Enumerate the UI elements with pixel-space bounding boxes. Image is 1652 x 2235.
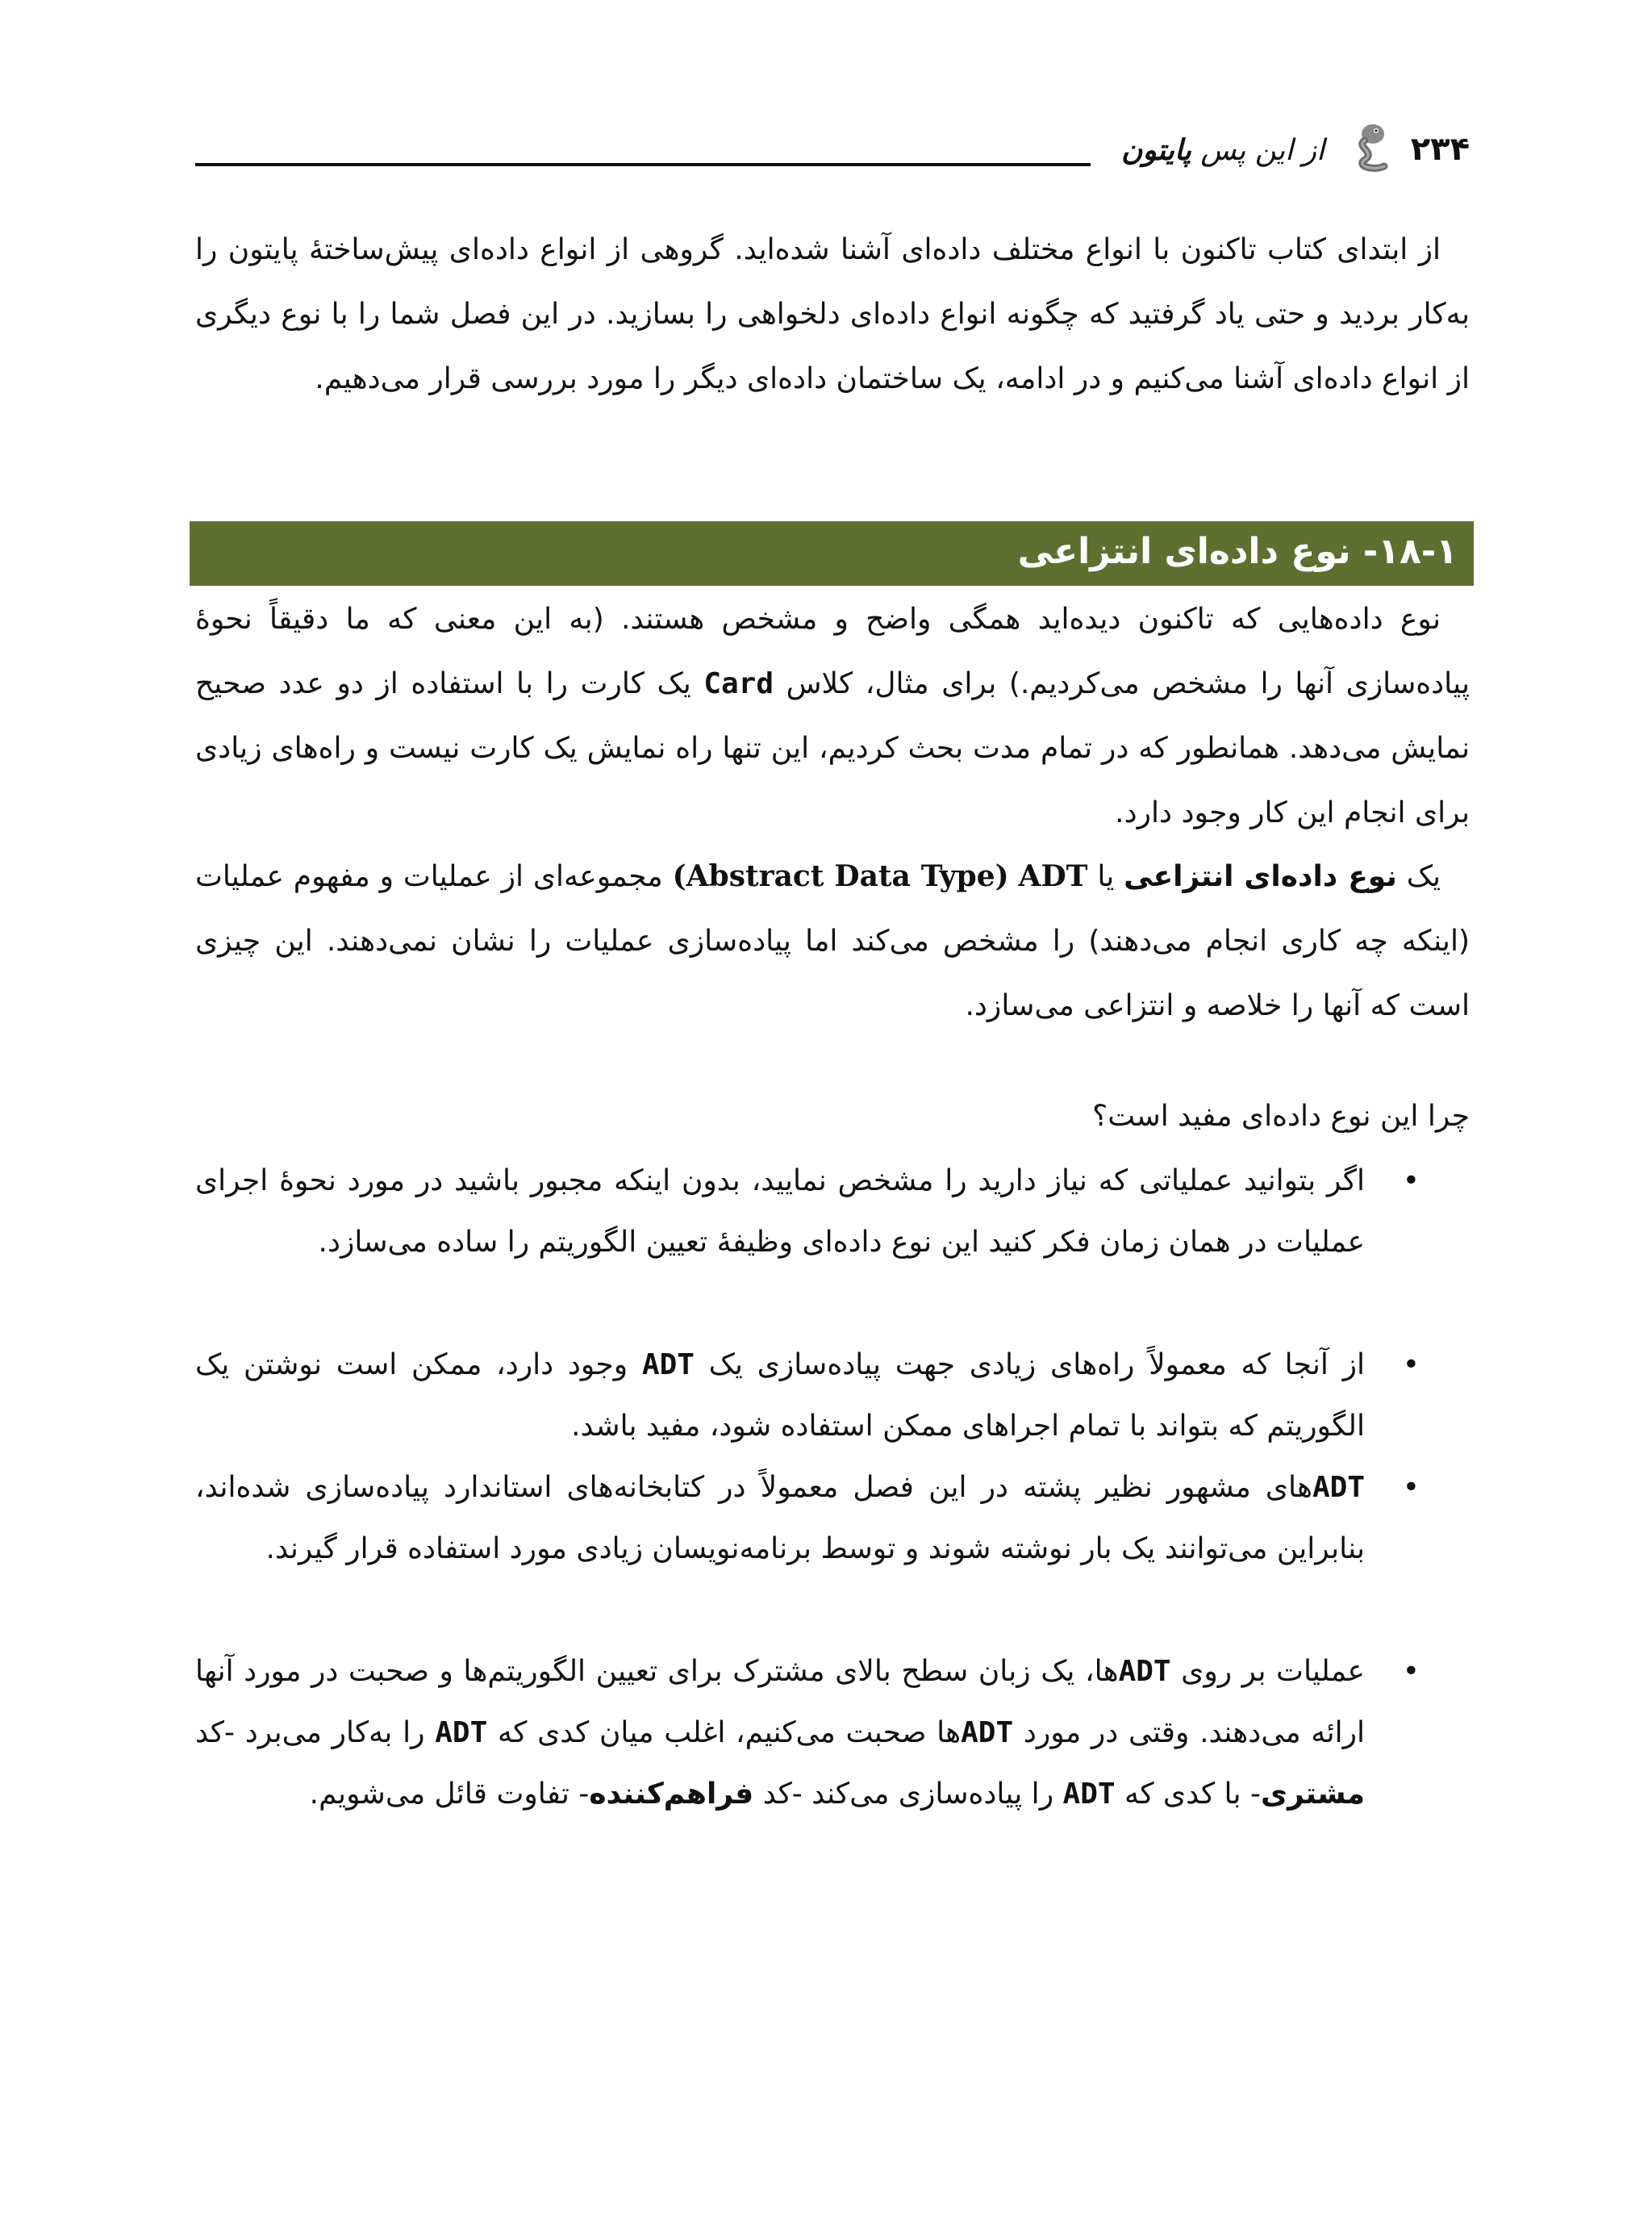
para3-text-a: یک: [1406, 860, 1441, 893]
page-header: [195, 119, 1470, 184]
code-adt: ADT: [1062, 1778, 1116, 1811]
bullet-text: اگر بتوانید عملیاتی که نیاز دارید را مشخص نمایید، بدون اینکه مجبور باشید در مورد نحوهٔ اجرای عملیات در همان زمان فکر کنید این نوع داده‌ای وظیفهٔ تعیین الگوریتم را ساده می‌سازد.: [195, 1164, 1365, 1259]
bullet-text: ها، یک زبان سطح بالای مشترک برای تعیین الگوریتم‌ها و صحبت در مورد آنها ارائه می‌دهند. وقتی در مورد: [195, 1655, 1366, 1749]
para2-text-b: یک کارت را با استفاده از دو عدد صحیح نمایش می‌دهد. همانطور که در تمام مدت بحث کردیم، این تنها راه نمایش یک کارت نیست و راه‌های زیادی برای انجام این کار وجود دارد.: [195, 667, 1470, 829]
section-title: ۱۸-۱- نوع داده‌ای انتزاعی: [1017, 531, 1458, 572]
code-adt: ADT: [641, 1348, 695, 1381]
bullet-text: وجود دارد، ممکن است نوشتن یک الگوریتم که بتواند با تمام اجراهای ممکن استفاده شود، مفید باشد.: [195, 1348, 1365, 1443]
book-title-light: از این پس: [1200, 134, 1325, 167]
list-item: [195, 1151, 1420, 1335]
code-adt: ADT: [435, 1716, 488, 1749]
bullet-text: عملیات بر روی: [1181, 1655, 1365, 1688]
bullet-text: را پیاده‌سازی می‌کند -کد: [762, 1778, 1054, 1811]
term-client: مشتری: [1260, 1778, 1365, 1811]
bullet-dot: •: [1402, 1348, 1420, 1381]
adt-english-term: (Abstract Data Type): [672, 859, 1009, 893]
question-line: چرا این نوع داده‌ای مفید است؟: [1092, 1100, 1470, 1133]
intro-paragraph: [195, 218, 1470, 411]
para2-text-a: نوع داده‌هایی که تاکنون دیده‌اید همگی واضح و مشخص هستند. (به این معنی که ما دقیقاً نحوهٔ پیاده‌سازی آنها را مشخص می‌کردیم.) برای مثال، کلاس: [195, 603, 1471, 700]
bullet-text: را به‌کار می‌برد -کد: [195, 1716, 425, 1749]
code-card: Card: [703, 667, 774, 700]
term-provider: فراهم‌کننده: [589, 1778, 754, 1811]
bullet-dot: •: [1402, 1164, 1420, 1197]
bullet-text: ها صحبت می‌کنیم، اغلب میان کدی که: [497, 1716, 962, 1749]
book-title-bold: پایتون: [1121, 134, 1191, 167]
list-item: [195, 1457, 1420, 1641]
section-heading-bar: [190, 521, 1474, 586]
bullet-text: های مشهور نظیر پشته در این فصل معمولاً در کتابخانه‌های استاندارد پیاده‌سازی شده‌اند، بنابراین می‌توانند یک بار نوشته شوند و توسط برنامه‌نویسان زیادی مورد استفاده قرار گیرند.: [195, 1471, 1365, 1565]
list-item: [195, 1641, 1420, 1886]
paragraph-adt-definition: [195, 844, 1470, 1038]
para3-text-c: مجموعه‌ای از عملیات و مفهوم عملیات (اینکه چه کاری انجام می‌دهند) را مشخص می‌کند اما پیاده‌سازی عملیات را نشان نمی‌دهند. این چیزی است که آنها را خلاصه و انتزاعی می‌سازد.: [195, 860, 1470, 1022]
book-title: [1121, 134, 1325, 167]
bullet-dot: •: [1402, 1471, 1420, 1504]
list-item: [195, 1335, 1420, 1457]
bullet-text: از آنجا که معمولاً راه‌های زیادی جهت پیاده‌سازی یک: [708, 1348, 1365, 1381]
bullet-dot: •: [1402, 1655, 1420, 1688]
term-abstract-data-type: نوع داده‌ای انتزاعی: [1124, 860, 1397, 893]
code-adt: ADT: [961, 1716, 1014, 1749]
paragraph-concrete-types: [195, 587, 1470, 846]
bullet-list: [195, 1151, 1420, 1886]
python-snake-icon: [1341, 119, 1392, 178]
bullet-text: - تفاوت قائل می‌شویم.: [309, 1778, 590, 1811]
header-rule: [195, 163, 1091, 166]
code-adt: ADT: [1312, 1471, 1365, 1504]
bullet-text: - با کدی که: [1124, 1778, 1261, 1811]
adt-abbreviation: ADT: [1018, 859, 1088, 893]
intro-text: از ابتدای کتاب تاکنون با انواع مختلف داده‌ای آشنا شده‌اید. گروهی از انواع داده‌ای پیش‌ساختهٔ پایتون را به‌کار بردید و حتی یاد گرفتید که چگونه انواع داده‌ای دلخواهی را بسازید. در این فصل شما را با نوع دیگری از انواع داده‌ای آشنا می‌کنیم و در ادامه، یک ساختمان داده‌ای دیگر را مورد بررسی قرار می‌دهیم.: [195, 233, 1470, 395]
para3-text-b: یا: [1097, 860, 1115, 893]
page-number: ۲۳۴: [1410, 131, 1470, 168]
code-adt: ADT: [1118, 1655, 1171, 1688]
